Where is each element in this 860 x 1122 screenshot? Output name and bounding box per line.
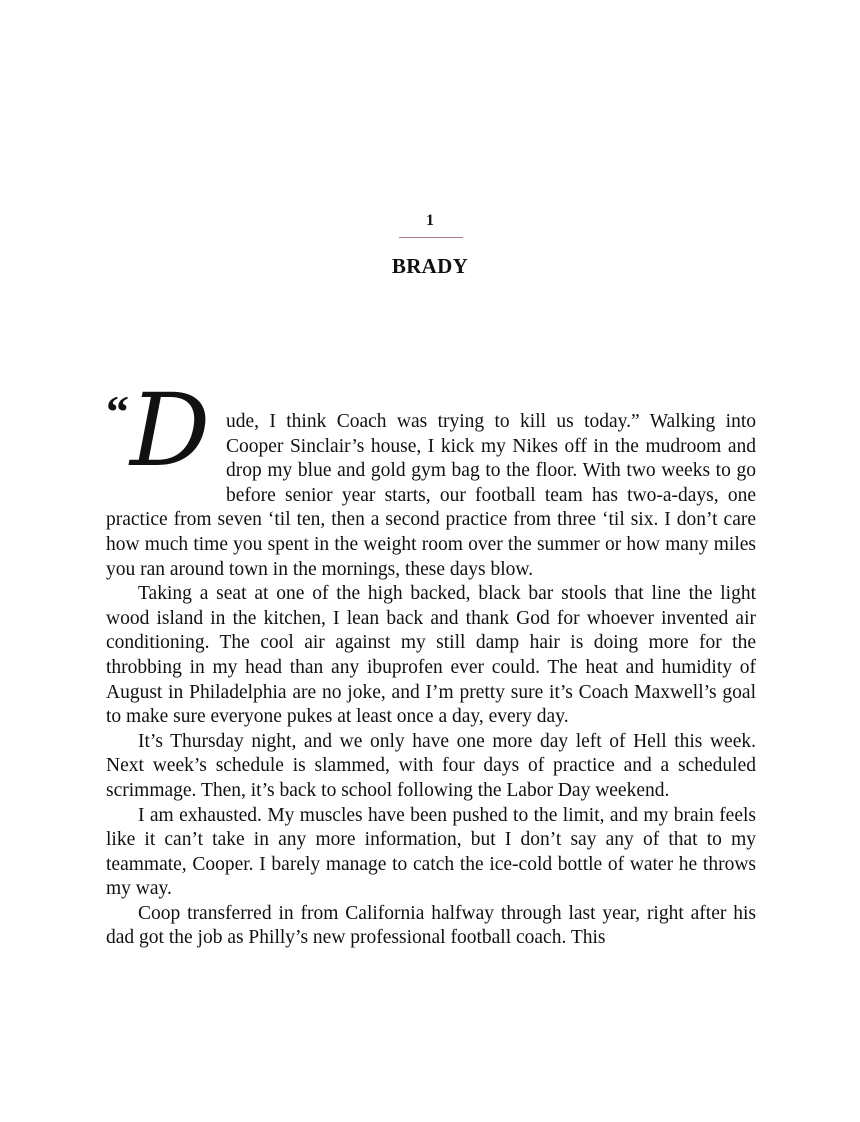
paragraph-text: ude, I think Coach was trying to kill us today.” Walking into Cooper Sinclair’s house, I kick my Nikes off in the mudroom and drop my blue and gold gym bag to the floor. With two weeks to go before senior year starts, our football team has two-a-days, one practice from seven ‘til ten, then a second practice from three ‘til six. I don’t care how much time you spent in the weight room over the summer or how many miles you ran around town in the mornings, these days blow. [106, 411, 756, 580]
chapter-body [106, 372, 756, 951]
drop-cap [106, 372, 226, 489]
paragraph: It’s Thursday night, and we only have one more day left of Hell this week. Next week’s schedule is slammed, with four days of practice and a scheduled scrimmage. Then, it’s back to school following the Labor Day weekend. [106, 730, 756, 801]
chapter-number: 1 [426, 212, 434, 229]
drop-cap-quote: “ [106, 386, 129, 437]
paragraph: Taking a seat at one of the high backed, black bar stools that line the light wood island in the kitchen, I lean back and thank God for whoever invented air conditioning. The cool air against my still damp hair is doing more for the throbbing in my head than any ibuprofen ever could. The heat and humidity of August in Philadelphia are no joke, and I’m pretty sure it’s Coach Maxwell’s goal to make sure everyone pukes at least once a day, every day. [106, 583, 756, 728]
paragraph: I am exhausted. My muscles have been pushed to the limit, and my brain feels like it can’t take in any more information, but I don’t say any of that to my teammate, Cooper. I barely manage to catch the ice-cold bottle of water he throws my way. [106, 804, 756, 900]
drop-cap-letter: D [130, 372, 211, 489]
paragraph: Coop transferred in from California halfway through last year, right after his dad got the job as Philly’s new professional football coach. This [106, 902, 756, 949]
chapter-title: BRADY [391, 254, 469, 278]
paragraph [106, 372, 756, 582]
chapter-divider [399, 237, 463, 238]
